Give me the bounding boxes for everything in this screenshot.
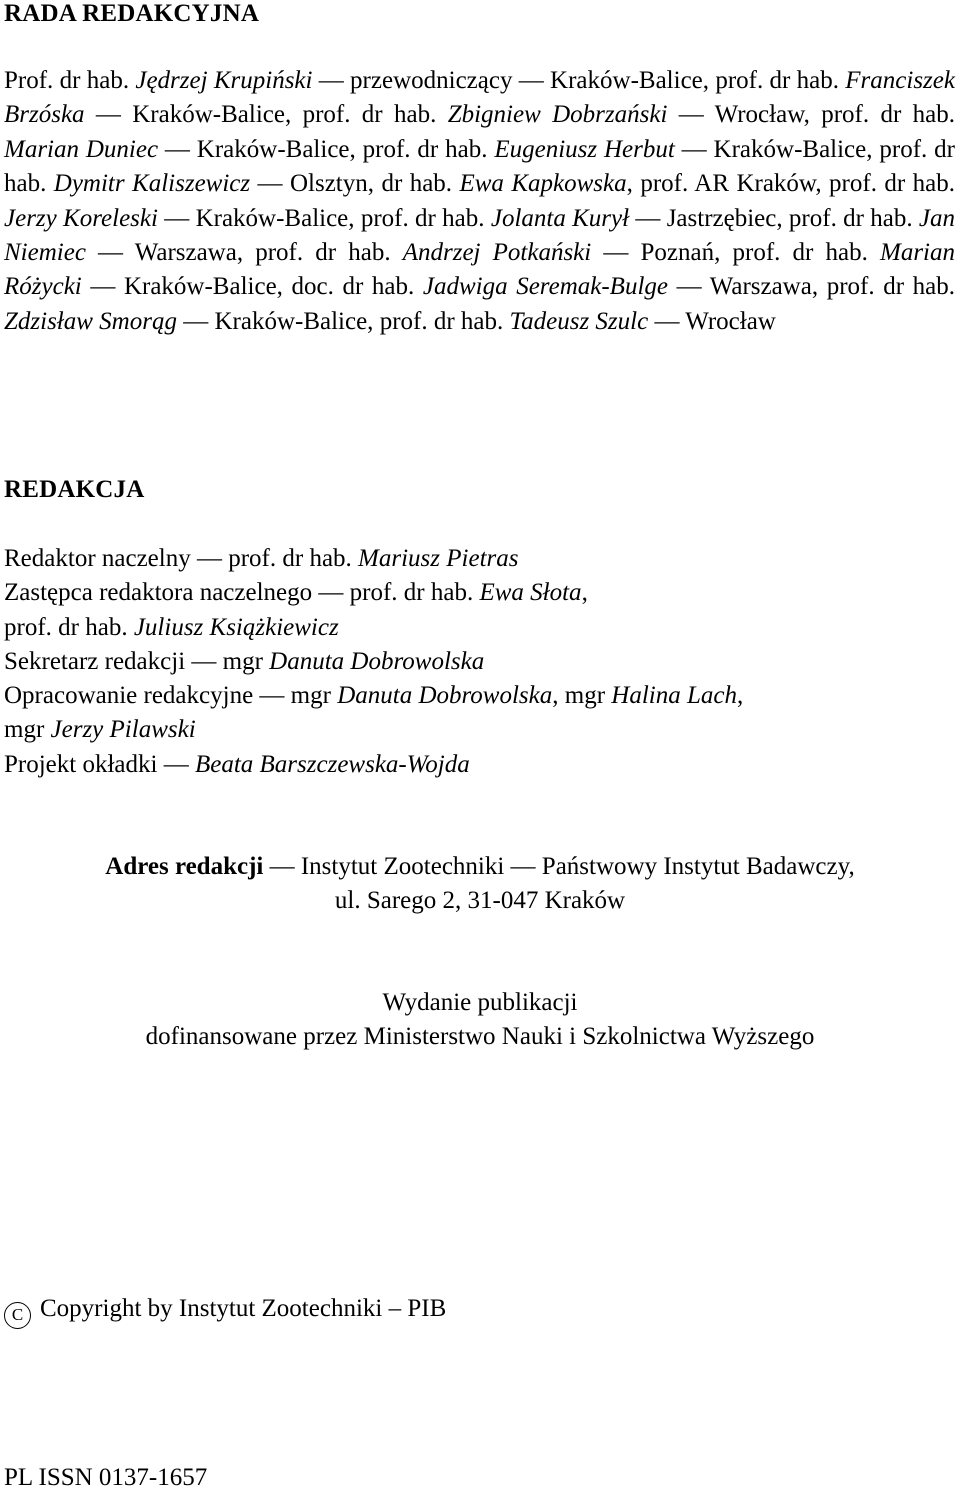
copyright-line [4, 1295, 446, 1329]
address-block [0, 850, 960, 918]
deputy-editor-line: Zastępca redaktora naczelnego — prof. dr hab. Ewa Słota, [4, 579, 588, 607]
address-label: Adres redakcji [105, 853, 264, 880]
board-heading: RADA REDAKCYJNA [4, 0, 260, 27]
deputy-editor-line-2: prof. dr hab. Juliusz Książkiewicz [4, 613, 339, 641]
editor-in-chief-line: Redaktor naczelny — prof. dr hab. Mariusz Pietras [4, 545, 519, 572]
secretary-line: Sekretarz redakcji — mgr Danuta Dobrowolska [4, 647, 485, 675]
member: prof. dr hab. Andrzej Potkański — Poznań, [255, 239, 733, 267]
editing-line-2: mgr Jerzy Pilawski [4, 716, 196, 744]
address-line-1: Adres redakcji — Instytut Zootechniki — Państwowy Instytut Badawczy, [105, 853, 855, 880]
member: prof. dr hab. Jan Niemiec — Warszawa, [4, 204, 956, 267]
funding-line-1: Wydanie publikacji [382, 989, 578, 1016]
board-members-paragraph [4, 64, 955, 339]
member: prof. dr hab. Jerzy Koreleski — Kraków-Balice, [4, 170, 955, 232]
member: Prof. dr hab. Jędrzej Krupiński — przewodniczący — Kraków-Balice, [4, 67, 716, 94]
member: prof. dr hab. Zdzisław Smorąg — Kraków-Balice, [4, 273, 955, 335]
member: prof. dr hab. Dymitr Kaliszewicz — Olsztyn, [4, 135, 955, 198]
funding-line-2: dofinansowane przez Ministerstwo Nauki i Szkolnictwa Wyższego [145, 1023, 815, 1050]
member: prof. dr hab. Tadeusz Szulc — Wrocław [379, 307, 776, 335]
member: prof. dr hab. Marian Duniec — Kraków-Balice, [4, 101, 955, 163]
editorial-staff [4, 542, 955, 782]
copyright-icon: C [4, 1302, 31, 1329]
funding-block [0, 986, 960, 1054]
member: prof. dr hab. Franciszek Brzóska — Kraków-Balice, [4, 67, 955, 129]
address-line-2: ul. Sarego 2, 31-047 Kraków [334, 887, 626, 914]
member: prof. dr hab. Jolanta Kurył — Jastrzębiec, [360, 204, 789, 232]
issn: PL ISSN 0137-1657 [4, 1464, 208, 1491]
member: prof. dr hab. Zbigniew Dobrzański — Wrocław, [302, 101, 822, 129]
copyright-text: Copyright by Instytut Zootechniki – PIB [40, 1295, 447, 1322]
editorial-heading: REDAKCJA [4, 476, 145, 503]
member: prof. dr hab. Marian Różycki — Kraków-Balice, [4, 239, 955, 301]
editing-line: Opracowanie redakcyjne — mgr Danuta Dobrowolska, mgr Halina Lach, [4, 682, 744, 710]
member: prof. dr hab. Eugeniusz Herbut — Kraków-Balice, [362, 135, 880, 163]
member: doc. dr hab. Jadwiga Seremak-Bulge — Warszawa, [291, 273, 827, 301]
cover-design-line: Projekt okładki — Beata Barszczewska-Wojda [4, 750, 470, 778]
member: dr hab. Ewa Kapkowska, prof. AR Kraków, [381, 170, 830, 198]
